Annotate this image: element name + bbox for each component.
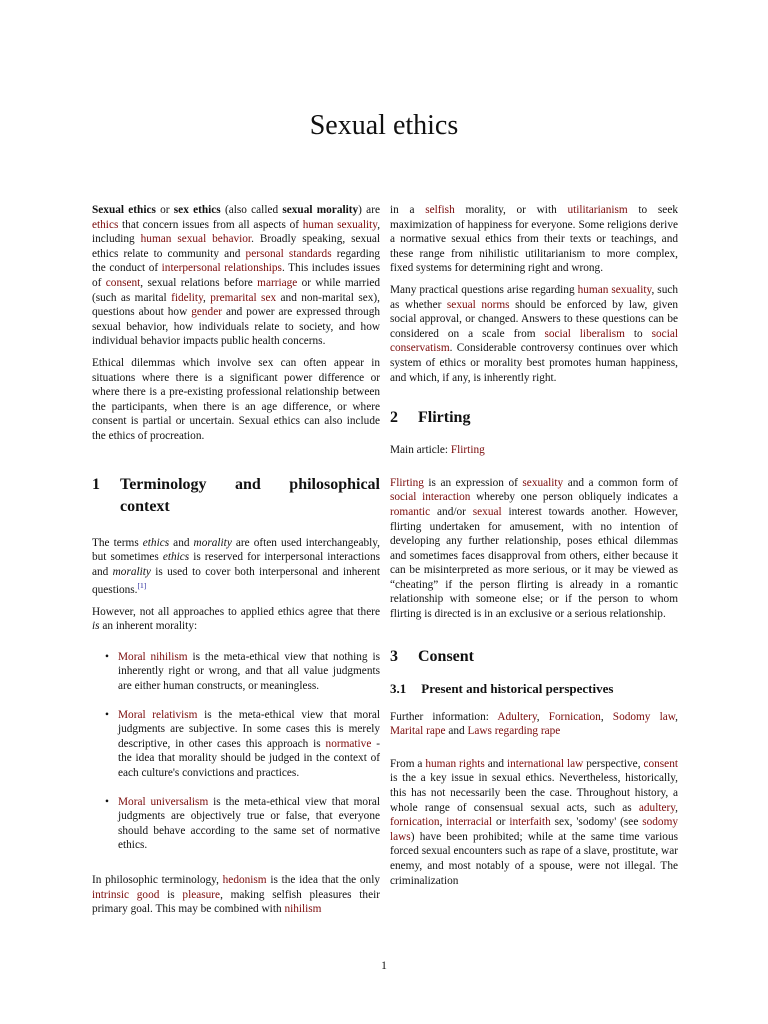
link-hedonism[interactable]: hedonism: [222, 873, 267, 886]
section-title: Flirting: [418, 409, 471, 427]
section-2-paragraph-1: Flirting is an expression of sexuality and a common form of social interaction whereby one person obliquely indicates a romantic and/or sexual interest towards another. However, flirting undertaken for amusement, with no intention of developing any further relationship, poses ethical dilemmas and sometimes faces disapproval from others, either because it can be misinterpreted as more serious, or it may be viewed as “cheating” if the person flirting is already in a romantic relationship with someone else; or if the person to whom flirting is directed is in an exclusive or a serious relationship.: [390, 476, 679, 621]
link-intrinsic-good[interactable]: intrinsic good: [92, 888, 160, 901]
reference-1-link[interactable]: [1]: [137, 581, 147, 591]
link-social-liberalism[interactable]: social liberalism: [544, 327, 625, 340]
section-1-paragraph-2: However, not all approaches to applied ethics agree that there is an inherent morality:: [92, 605, 380, 633]
page-number: 1: [381, 960, 387, 972]
section-1-paragraph-3: In philosophic terminology, hedonism is the idea that the only intrinsic good is pleasure, making selfish pleasures their primary goal. This may be combined with nihilism: [92, 873, 380, 916]
section-title: Terminology and philosophical context: [120, 475, 380, 515]
subsection-number: 3.1: [390, 680, 407, 696]
list-item: • Moral nihilism is the meta-ethical view that nothing is inherently right or wrong, and that all value judgments are either human constructs, or meaningless.: [118, 650, 380, 694]
link-adultery[interactable]: Adultery: [497, 710, 537, 723]
link-selfish[interactable]: selfish: [425, 204, 455, 216]
link-nihilism[interactable]: nihilism: [284, 903, 322, 916]
link-moral-nihilism[interactable]: Moral nihilism: [118, 650, 188, 663]
subsection-title: Present and historical perspectives: [421, 680, 614, 696]
main-article-note: Main article: Flirting: [390, 444, 485, 457]
link-romantic[interactable]: romantic: [390, 505, 431, 518]
link-sexual[interactable]: sexual: [472, 505, 502, 518]
intro-paragraph-1: Sexual ethics or sex ethics (also called sexual morality) are ethics that concern issues from all aspects of human sexuality, including human sexual behavior. Broadly speaking, sexual ethics relate to community and personal standards regarding the conduct of interpersonal relationships. This includes issues of consent, sexual relations before marriage or while married (such as marital fidelity, premarital sex and non-marital sex), questions about how gender and power are expressed through sexual behavior, how individuals relate to society, and how individual behavior impacts public health concerns.: [92, 204, 381, 348]
section-number: 1: [92, 475, 100, 493]
section-2-heading: [390, 407, 678, 429]
left-column: [92, 203, 380, 924]
section-1-paragraph-1: The terms ethics and morality are often used interchangeably, but sometimes ethics is reserved for interpersonal interactions and morality is used to cover both interpersonal and inherent questions.[1]: [92, 536, 380, 597]
link-fidelity[interactable]: fidelity: [171, 291, 203, 304]
approaches-list: [92, 650, 380, 853]
section-number: 2: [390, 409, 398, 427]
link-fornication-2[interactable]: fornication: [390, 816, 440, 829]
link-sodomy-laws[interactable]: sodomy laws: [390, 816, 679, 843]
link-sodomy-law[interactable]: Sodomy law: [612, 710, 676, 723]
list-item: • Moral relativism is the meta-ethical view that moral judgments are subjective. In some cases this is merely descriptive, in other cases this approach is normative - the idea that morality should be judged in the context of each culture's convictions and practices.: [118, 708, 380, 781]
section-3-heading: [390, 646, 678, 668]
link-adultery-2[interactable]: adultery: [638, 801, 676, 814]
intro-paragraph-2: Ethical dilemmas which involve sex can often appear in situations where there is a significant power difference or where there is a pre-existing professional relationship between the participants, when there is an age difference, or where consent is partial or uncertain. Sexual ethics can also include the ethics of procreation.: [92, 356, 380, 442]
link-utilitarianism[interactable]: utilitarianism: [567, 204, 628, 216]
link-laws-regarding-rape[interactable]: Laws regarding rape: [467, 725, 561, 738]
link-social-interaction[interactable]: social interaction: [390, 491, 471, 504]
link-premarital-sex[interactable]: premarital sex: [210, 291, 277, 304]
link-interracial[interactable]: interracial: [446, 816, 493, 829]
section-1-paragraph-4: Many practical questions arise regarding human sexuality, such as whether sexual norms should be enforced by law, given social approval, or changed. Answers to these questions can be considered on a scale from social liberalism to social conservatism. Considerable controversy continues over which system of ethics or morality best promotes human happiness, and which, if any, is inherently right.: [390, 283, 679, 384]
link-flirting-main-article[interactable]: Flirting: [450, 444, 485, 457]
page-title: Sexual ethics: [309, 110, 459, 141]
link-pleasure[interactable]: pleasure: [182, 888, 221, 901]
right-column: [390, 203, 678, 895]
link-international-law[interactable]: international law: [506, 757, 584, 770]
link-moral-relativism[interactable]: Moral relativism: [118, 708, 198, 721]
link-normative[interactable]: normative: [325, 737, 372, 750]
link-ethics[interactable]: ethics: [92, 218, 119, 231]
link-human-sexuality-2[interactable]: human sexuality: [577, 283, 652, 296]
link-consent-2[interactable]: consent: [643, 757, 678, 770]
link-sexuality[interactable]: sexuality: [522, 476, 564, 489]
link-marital-rape[interactable]: Marital rape: [390, 725, 446, 738]
link-gender[interactable]: gender: [191, 306, 222, 319]
subsection-3-1-heading: [390, 680, 678, 698]
link-human-sexuality[interactable]: human sexuality: [302, 218, 378, 231]
link-social-conservatism[interactable]: social conservatism: [390, 327, 678, 355]
section-title: Consent: [418, 647, 475, 665]
section-3-paragraph-1: From a human rights and international law perspective, consent is the a key issue in sexual ethics. Nevertheless, historically, this has not necessarily been the case. Throughout history, a whole range of consensual sexual acts, such as adultery, fornication, interracial or interfaith sex, 'sodomy' (see sodomy laws) have been prohibited; while at the same time various forced sexual encounters such as rape of a slave, prostitute, war enemy, and most notably of a spouse, were not illegal. The criminalization: [390, 757, 679, 887]
link-flirting[interactable]: Flirting: [390, 476, 424, 489]
section-1-paragraph-3-continued: in a selfish morality, or with utilitarianism to seek maximization of happiness for everyone. Some religions derive a normative sexual ethics from their texts or teachings, and these range from nihilistic utilitarianism to more complex, fixed systems for determining right and wrong.: [390, 204, 678, 275]
link-moral-universalism[interactable]: Moral universalism: [118, 795, 209, 808]
link-interpersonal-relationships[interactable]: interpersonal relationships: [161, 262, 282, 275]
further-information-note: Further information: Adultery, Fornication, Sodomy law, Marital rape and Laws regarding rape: [390, 710, 678, 738]
section-1-heading: [92, 474, 380, 518]
link-human-sexual-behavior[interactable]: human sexual behavior: [140, 233, 252, 246]
link-human-rights[interactable]: human rights: [425, 757, 485, 770]
link-fornication[interactable]: Fornication: [548, 710, 601, 723]
link-marriage[interactable]: marriage: [257, 276, 298, 289]
section-number: 3: [390, 647, 398, 665]
link-consent[interactable]: consent: [105, 276, 141, 289]
list-item: • Moral universalism is the meta-ethical view that moral judgments are objectively true or false, that everyone should behave according to the same set of normative ethics.: [118, 795, 380, 853]
link-personal-standards[interactable]: personal standards: [245, 247, 332, 260]
link-sexual-norms[interactable]: sexual norms: [446, 298, 510, 311]
link-interfaith[interactable]: interfaith: [509, 816, 551, 829]
